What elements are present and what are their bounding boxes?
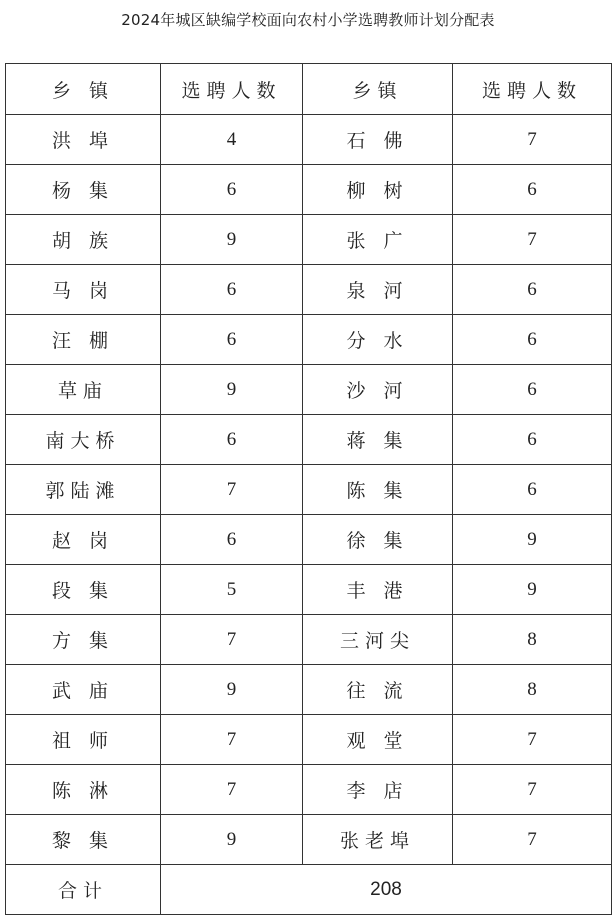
table-row [6,715,612,765]
cell-township-left: 南大桥 [6,415,161,465]
cell-township-right: 三河尖 [303,615,453,665]
cell-count-left: 6 [161,165,303,215]
header-township-left: 乡 镇 [6,64,161,115]
cell-township-left: 段 集 [6,565,161,615]
table-row [6,165,612,215]
cell-count-right: 6 [453,315,612,365]
cell-township-right: 往 流 [303,665,453,715]
table-row [6,565,612,615]
total-value: 208 [161,865,612,915]
cell-count-right: 7 [453,115,612,165]
cell-count-right: 9 [453,565,612,615]
cell-count-right: 7 [453,215,612,265]
cell-count-left: 4 [161,115,303,165]
cell-count-left: 6 [161,415,303,465]
cell-township-right: 蒋 集 [303,415,453,465]
document-title: 2024年城区缺编学校面向农村小学选聘教师计划分配表 [121,11,495,29]
table-row [6,515,612,565]
cell-township-left: 马 岗 [6,265,161,315]
cell-township-left: 胡 族 [6,215,161,265]
cell-township-right: 泉 河 [303,265,453,315]
cell-township-left: 汪 棚 [6,315,161,365]
table-row [6,265,612,315]
table-row [6,315,612,365]
cell-count-right: 7 [453,715,612,765]
table-row [6,465,612,515]
cell-township-right: 张 广 [303,215,453,265]
cell-count-right: 6 [453,365,612,415]
cell-count-left: 7 [161,465,303,515]
cell-township-right: 李 店 [303,765,453,815]
cell-count-left: 9 [161,815,303,865]
total-label: 合计 [6,865,161,915]
table-row [6,215,612,265]
header-count-right: 选聘人数 [453,64,612,115]
cell-count-left: 7 [161,615,303,665]
table-row [6,615,612,665]
cell-township-left: 陈 淋 [6,765,161,815]
cell-township-left: 洪 埠 [6,115,161,165]
cell-count-left: 9 [161,365,303,415]
cell-count-right: 6 [453,465,612,515]
total-row [6,865,612,915]
cell-township-right: 沙 河 [303,365,453,415]
cell-count-right: 7 [453,815,612,865]
table-row [6,365,612,415]
cell-township-left: 黎 集 [6,815,161,865]
cell-count-left: 5 [161,565,303,615]
cell-township-left: 赵 岗 [6,515,161,565]
table-row [6,765,612,815]
table-row [6,115,612,165]
cell-township-left: 杨 集 [6,165,161,215]
cell-count-right: 7 [453,765,612,815]
cell-count-right: 8 [453,665,612,715]
cell-township-left: 祖 师 [6,715,161,765]
cell-township-left: 郭陆滩 [6,465,161,515]
cell-township-right: 陈 集 [303,465,453,515]
cell-count-left: 9 [161,665,303,715]
cell-township-left: 草庙 [6,365,161,415]
cell-township-left: 方 集 [6,615,161,665]
cell-count-right: 6 [453,165,612,215]
cell-count-left: 7 [161,765,303,815]
cell-township-right: 张老埠 [303,815,453,865]
cell-township-left: 武 庙 [6,665,161,715]
header-count-left: 选聘人数 [161,64,303,115]
cell-township-right: 观 堂 [303,715,453,765]
cell-township-right: 柳 树 [303,165,453,215]
cell-township-right: 徐 集 [303,515,453,565]
cell-count-left: 6 [161,265,303,315]
allocation-table [5,63,612,915]
cell-count-left: 9 [161,215,303,265]
cell-count-right: 6 [453,265,612,315]
cell-count-right: 8 [453,615,612,665]
cell-count-right: 6 [453,415,612,465]
table-row [6,665,612,715]
cell-count-left: 7 [161,715,303,765]
cell-count-right: 9 [453,515,612,565]
cell-count-left: 6 [161,515,303,565]
header-township-right: 乡镇 [303,64,453,115]
table-row [6,815,612,865]
cell-count-left: 6 [161,315,303,365]
cell-township-right: 分 水 [303,315,453,365]
table-row [6,415,612,465]
cell-township-right: 丰 港 [303,565,453,615]
table-header-row [6,64,612,115]
cell-township-right: 石 佛 [303,115,453,165]
